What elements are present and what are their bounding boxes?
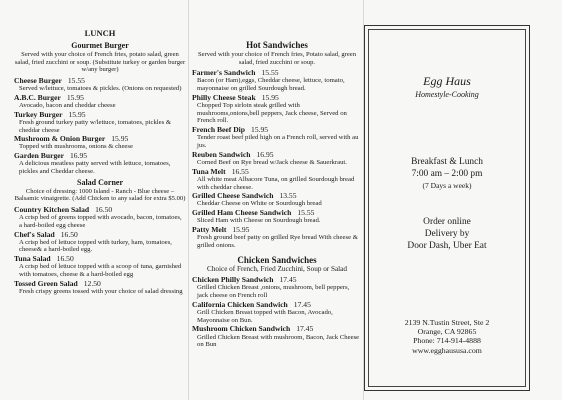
item-description: Grill Chicken Breast topped with Bacon, Avocado, Mayonnaise on Bun. (197, 309, 333, 324)
menu-item (192, 300, 362, 325)
item-description: A crisp bed of lettuce topped with a scoop of tuna, garnished with tomatoes, cheese & a hard-boiled egg (19, 263, 182, 279)
item-price: 12.50 (83, 278, 101, 288)
days-text: (7 Days a week) (422, 181, 472, 190)
item-description: Sliced Ham with Cheese on Sourdough bread. (197, 217, 321, 225)
menu-item (14, 110, 186, 135)
item-description: Served w/lettuce, tomatoes & pickles. (Onions on requested) (19, 84, 182, 92)
item-name: Country Kitchen Salad (14, 204, 90, 214)
hot-sandwiches-note: Served with your choice of French fries, Potato salad, green salad, fried zucchini or soup. (197, 51, 357, 66)
contact-block (365, 318, 529, 355)
menu-item (14, 279, 186, 296)
item-price: 15.95 (111, 134, 129, 144)
restaurant-tagline: Homestyle-Cooking (415, 90, 479, 99)
item-description: All white meat Albacore Tuna, on grilled Sourdough bread with cheddar cheese. (197, 175, 355, 191)
menu-item (14, 134, 186, 151)
item-name: Grilled Cheese Sandwich (192, 191, 274, 201)
item-price: 16.95 (70, 151, 88, 161)
item-price: 15.55 (67, 75, 85, 85)
menu-item (192, 208, 362, 225)
service-label: Breakfast & Lunch (411, 157, 483, 167)
hours-block (365, 157, 529, 192)
delivery-services-text: Door Dash, Uber Eat (407, 241, 487, 251)
menu-item (14, 230, 186, 255)
menu-item (192, 275, 362, 300)
menu-item (14, 205, 186, 230)
item-price: 16.50 (60, 229, 78, 239)
item-price: 15.95 (232, 225, 250, 235)
item-description: Fresh ground beef patty on grilled Rye bread With cheese & grilled onions. (197, 234, 358, 249)
order-block (365, 216, 529, 252)
menu-item (192, 68, 362, 93)
menu-item (192, 93, 362, 125)
hours-text: 7:00 am – 2:00 pm (411, 168, 483, 179)
salad-note: Choice of dressing: 1000 Island - Ranch - Blue cheese – Balsamic vinaigrette. (Add Chicken to any salad for extra $5.00) (14, 187, 186, 203)
item-description: Tender roast beef piled high on a French roll, served with au jus. (197, 134, 359, 150)
restaurant-name: Egg Haus (423, 74, 471, 88)
delivery-text: Delivery by (424, 229, 470, 239)
item-description: Fresh crispy greens tossed with your choice of salad dressing (19, 287, 183, 295)
menu-item (192, 125, 362, 150)
menu-item (192, 150, 362, 167)
item-name: Philly Cheese Steak (192, 92, 256, 102)
item-description: Grilled Chicken Breast ,onions, mushroom, bell peppers, jack cheese on French roll (197, 284, 350, 300)
menu-item (14, 76, 186, 93)
brand-panel (364, 25, 530, 391)
item-price: 15.55 (261, 68, 279, 78)
item-description: Grilled Chicken Breast with mushroom, Bacon, Jack Cheese on Bun (197, 333, 360, 349)
salad-heading: Salad Corner (77, 177, 123, 187)
item-name: Chef's Salad (14, 229, 55, 239)
phone-text: Phone: 714-914-4888 (413, 336, 481, 346)
item-price: 17.45 (279, 275, 297, 285)
item-price: 16.50 (56, 254, 74, 264)
item-description: A delicious meatless patty served with lettuce, tomatoes, pickles and Cheddar cheese. (19, 160, 171, 176)
item-price: 16.95 (256, 149, 274, 159)
item-description: Corned Beef on Rye bread w/Jack cheese & Sauerkraut. (197, 158, 347, 166)
website-link[interactable]: www.egghaususa.com (412, 345, 482, 355)
menu-item (192, 191, 362, 208)
item-name: Garden Burger (14, 151, 64, 161)
item-description: Fresh ground turkey patty w/lettuce, tomatoes, pickles & cheddar cheese (19, 118, 172, 134)
hot-sandwiches-heading: Hot Sandwiches (246, 40, 308, 50)
order-online-text: Order online (423, 217, 471, 227)
item-name: Cheese Burger (14, 75, 62, 85)
item-description: Chopped Top sirloin steak grilled with mushrooms,onions,bell peppers, Jack cheese, Served on French roll. (197, 102, 347, 125)
fold-line-left (188, 0, 189, 400)
menu-item (192, 225, 362, 250)
item-price: 15.95 (261, 92, 279, 102)
address-text: 2139 N.Tustin Street, Ste 2 (404, 318, 490, 327)
menu-item (14, 93, 186, 110)
item-name: Tuna Salad (14, 254, 51, 264)
item-name: Grilled Ham Cheese Sandwich (192, 208, 292, 218)
item-price: 15.95 (251, 125, 269, 135)
chicken-sandwiches-heading: Chicken Sandwiches (237, 254, 317, 265)
item-name: Patty Melt (192, 225, 227, 235)
item-price: 16.55 (231, 166, 249, 176)
item-name: A.B.C. Burger (14, 92, 61, 102)
item-description: A crisp bed of greens topped with avocado, bacon, tomatoes, a hard-boiled egg cheese (19, 214, 182, 229)
item-name: California Chicken Sandwich (192, 299, 288, 309)
item-price: 17.45 (293, 299, 311, 309)
item-description: Topped with mushrooms, onions & cheese (19, 143, 133, 151)
item-price: 15.55 (297, 208, 315, 218)
lunch-column (14, 28, 186, 296)
sandwich-column (192, 40, 362, 349)
menu-item (14, 151, 186, 176)
chicken-sandwiches-note: Choice of French, Fried Zucchini, Soup or Salad (207, 264, 347, 273)
item-price: 15.95 (66, 92, 84, 102)
city-text: Orange, CA 92865 (417, 327, 477, 337)
menu-item (14, 254, 186, 279)
burger-note: Served with your choice of French fries, potato salad, green salad, fried zucchini or soup. (Substitute turkey or garden burger w/any burger) (14, 51, 186, 74)
item-name: Tuna Melt (192, 166, 226, 176)
menu-item (192, 167, 362, 192)
item-price: 16.50 (95, 204, 113, 214)
item-name: Chicken Philly Sandwich (192, 275, 274, 285)
item-name: Tossed Green Salad (14, 278, 78, 288)
item-description: Cheddar Cheese on White or Sourdough bread (197, 200, 322, 208)
item-name: Reuben Sandwich (192, 149, 251, 159)
item-name: Mushroom & Onion Burger (14, 134, 106, 144)
lunch-heading: LUNCH (84, 28, 116, 38)
item-description: A crisp bed of lettuce topped with turkey, ham, tomatoes, cheese& a hard-boiled egg. (19, 238, 172, 254)
item-price: 15.95 (68, 109, 86, 119)
menu-item (192, 324, 362, 349)
item-name: Turkey Burger (14, 109, 63, 119)
item-description: Avocado, bacon and cheddar cheese (19, 101, 116, 109)
item-name: French Beef Dip (192, 125, 246, 135)
item-name: Mushroom Chicken Sandwich (192, 324, 291, 334)
item-price: 17.45 (296, 324, 314, 334)
item-name: Farmer's Sandwich (192, 68, 256, 78)
item-description: Bacon (or Ham),eggs, Cheddar cheese, lettuce, tomato, mayonnaise on grilled Sourdough bread. (197, 77, 345, 93)
item-price: 13.55 (279, 191, 297, 201)
burger-heading: Gourmet Burger (71, 41, 129, 50)
